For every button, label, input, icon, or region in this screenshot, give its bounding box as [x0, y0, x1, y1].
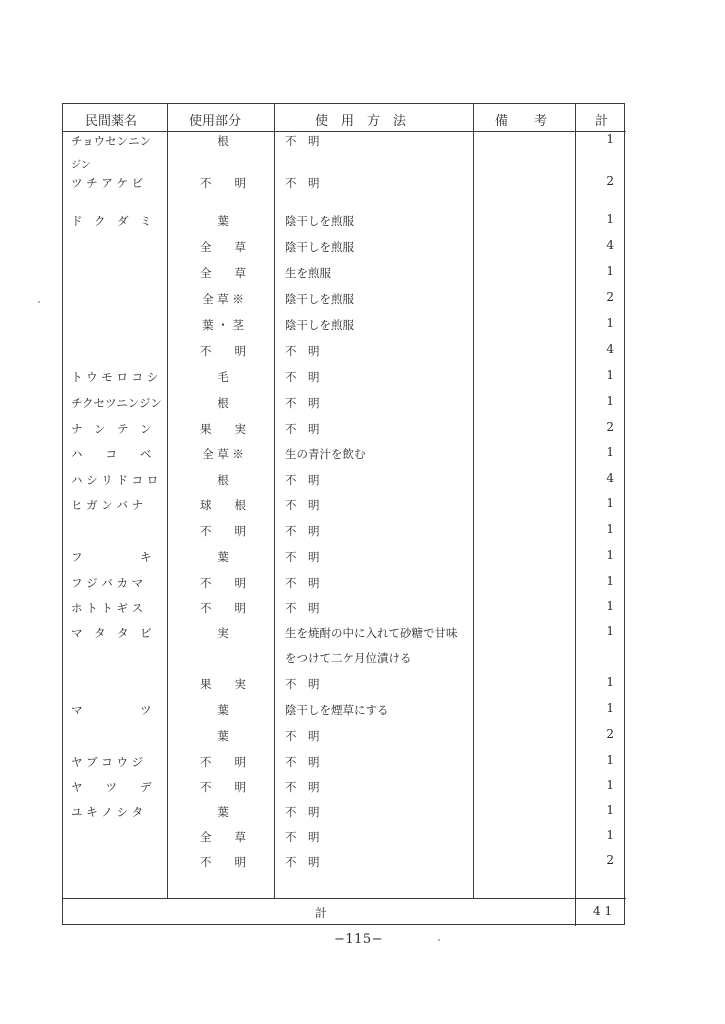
row-part: 葉 — [217, 729, 229, 743]
row-count: 1 — [606, 803, 614, 817]
row-part: 果 実 — [200, 677, 246, 691]
header-count: 計 — [595, 114, 609, 129]
row-method: 陰干しを煎服 — [285, 240, 354, 254]
row-count: 4 — [606, 238, 614, 252]
row-count: 4 — [606, 471, 614, 485]
row-count: 1 — [606, 394, 614, 408]
row-count: 1 — [606, 548, 614, 562]
row-method: 不 明 — [285, 805, 320, 819]
row-count: 2 — [606, 290, 614, 304]
row-method: 不 明 — [285, 729, 320, 743]
header-divider — [63, 131, 626, 132]
row-part: 不 明 — [200, 176, 246, 190]
row-part: 不 明 — [200, 755, 246, 769]
row-name: ハ シ リ ド コ ロ — [71, 473, 159, 487]
row-count: 1 — [606, 445, 614, 459]
row-part: 不 明 — [200, 344, 246, 358]
row-part: 実 — [217, 626, 229, 640]
col-divider-name-part — [167, 104, 168, 898]
row-name: ハ コ ベ — [71, 447, 152, 461]
row-count: 1 — [606, 599, 614, 613]
row-count: 1 — [606, 522, 614, 536]
row-method: 生を焼酎の中に入れて砂糖で甘味 — [285, 626, 458, 640]
row-method: 生を煎服 — [285, 266, 331, 280]
row-method: 不 明 — [285, 677, 320, 691]
row-count: 1 — [606, 624, 614, 638]
row-count: 1 — [606, 701, 614, 715]
row-method: 不 明 — [285, 755, 320, 769]
row-part: 全 草 — [200, 266, 246, 280]
row-name: ユ キ ノ シ タ — [71, 805, 144, 819]
row-name: フ キ — [71, 550, 152, 564]
total-row-divider — [63, 898, 626, 899]
row-count: 1 — [606, 675, 614, 689]
row-part: 根 — [217, 396, 229, 410]
row-method: 不 明 — [285, 473, 320, 487]
row-part: 葉 — [217, 703, 229, 717]
row-name: ヒ ガ ン バ ナ — [71, 498, 144, 512]
row-method: 不 明 — [285, 780, 320, 794]
row-method: 生の青汁を飲む — [285, 447, 366, 461]
header-name: 民間薬名 — [85, 114, 138, 129]
row-name: ヤ ブ コ ウ ジ — [71, 755, 144, 769]
row-name: ヤ ツ デ — [71, 780, 152, 794]
row-method: 不 明 — [285, 830, 320, 844]
row-count: 1 — [606, 778, 614, 792]
page-number: −115− — [334, 932, 384, 947]
row-part: 球 根 — [200, 498, 246, 512]
row-method: 不 明 — [285, 601, 320, 615]
row-count: 4 — [606, 342, 614, 356]
row-method: をつけて二ケ月位漬ける — [285, 651, 412, 665]
row-part: 不 明 — [200, 601, 246, 615]
herbal-medicine-table — [62, 103, 625, 925]
row-part: 不 明 — [200, 524, 246, 538]
row-method: 陰干しを煎服 — [285, 292, 354, 306]
row-name: ト ウ モ ロ コ シ — [71, 370, 159, 384]
header-method: 使 用 方 法 — [315, 114, 407, 129]
row-count: 1 — [606, 753, 614, 767]
row-count: 1 — [606, 496, 614, 510]
scan-speck — [38, 301, 40, 303]
row-method: 不 明 — [285, 176, 320, 190]
row-part: 全 草 — [200, 240, 246, 254]
row-method: 不 明 — [285, 370, 320, 384]
row-part: 葉 — [217, 550, 229, 564]
total-label: 計 — [315, 906, 328, 920]
row-name: マ ツ — [71, 703, 152, 717]
row-method: 不 明 — [285, 576, 320, 590]
row-method: 不 明 — [285, 396, 320, 410]
row-name: ジン — [71, 160, 91, 171]
row-count: 1 — [606, 368, 614, 382]
scan-speck — [438, 939, 440, 941]
row-count: 2 — [606, 420, 614, 434]
row-name: ド ク ダ ミ — [71, 214, 152, 228]
total-value: 4 1 — [593, 904, 613, 918]
row-method: 不 明 — [285, 344, 320, 358]
row-count: 2 — [606, 174, 614, 188]
row-count: 1 — [606, 574, 614, 588]
header-notes: 備 考 — [495, 114, 548, 129]
row-part: 不 明 — [200, 780, 246, 794]
row-count: 1 — [606, 132, 614, 146]
row-part: 全 草 ※ — [202, 447, 244, 461]
row-part: 果 実 — [200, 422, 246, 436]
row-part: 葉 ・ 茎 — [202, 318, 244, 332]
row-name: マ タ タ ビ — [71, 626, 152, 640]
row-part: 全 草 ※ — [202, 292, 244, 306]
col-divider-method-notes — [473, 104, 474, 898]
row-method: 不 明 — [285, 422, 320, 436]
row-count: 2 — [606, 853, 614, 867]
row-part: 全 草 — [200, 830, 246, 844]
row-name: フ ジ バ カ マ — [71, 576, 144, 590]
row-name: チクセツニンジン — [71, 396, 162, 410]
row-method: 不 明 — [285, 855, 320, 869]
col-divider-part-method — [274, 104, 275, 898]
row-count: 2 — [606, 727, 614, 741]
row-part: 根 — [217, 134, 229, 148]
header-part: 使用部分 — [189, 114, 242, 129]
row-part: 葉 — [217, 214, 229, 228]
row-count: 1 — [606, 212, 614, 226]
row-method: 不 明 — [285, 550, 320, 564]
row-part: 根 — [217, 473, 229, 487]
row-count: 1 — [606, 828, 614, 842]
row-part: 毛 — [217, 370, 229, 384]
row-count: 1 — [606, 316, 614, 330]
row-part: 葉 — [217, 805, 229, 819]
row-method: 不 明 — [285, 134, 320, 148]
row-name: ツ チ ア ケ ビ — [71, 176, 144, 190]
row-name: チョウセンニン — [71, 134, 152, 148]
row-name: ホ ト ト ギ ス — [71, 601, 144, 615]
row-method: 不 明 — [285, 498, 320, 512]
row-part: 不 明 — [200, 576, 246, 590]
row-method: 陰干しを煎服 — [285, 214, 354, 228]
row-name: ナ ン テ ン — [71, 422, 152, 436]
row-method: 不 明 — [285, 524, 320, 538]
row-method: 陰干しを煎服 — [285, 318, 354, 332]
row-method: 陰干しを煙草にする — [285, 703, 389, 717]
row-count: 1 — [606, 264, 614, 278]
col-divider-notes-count — [575, 104, 576, 926]
row-part: 不 明 — [200, 855, 246, 869]
